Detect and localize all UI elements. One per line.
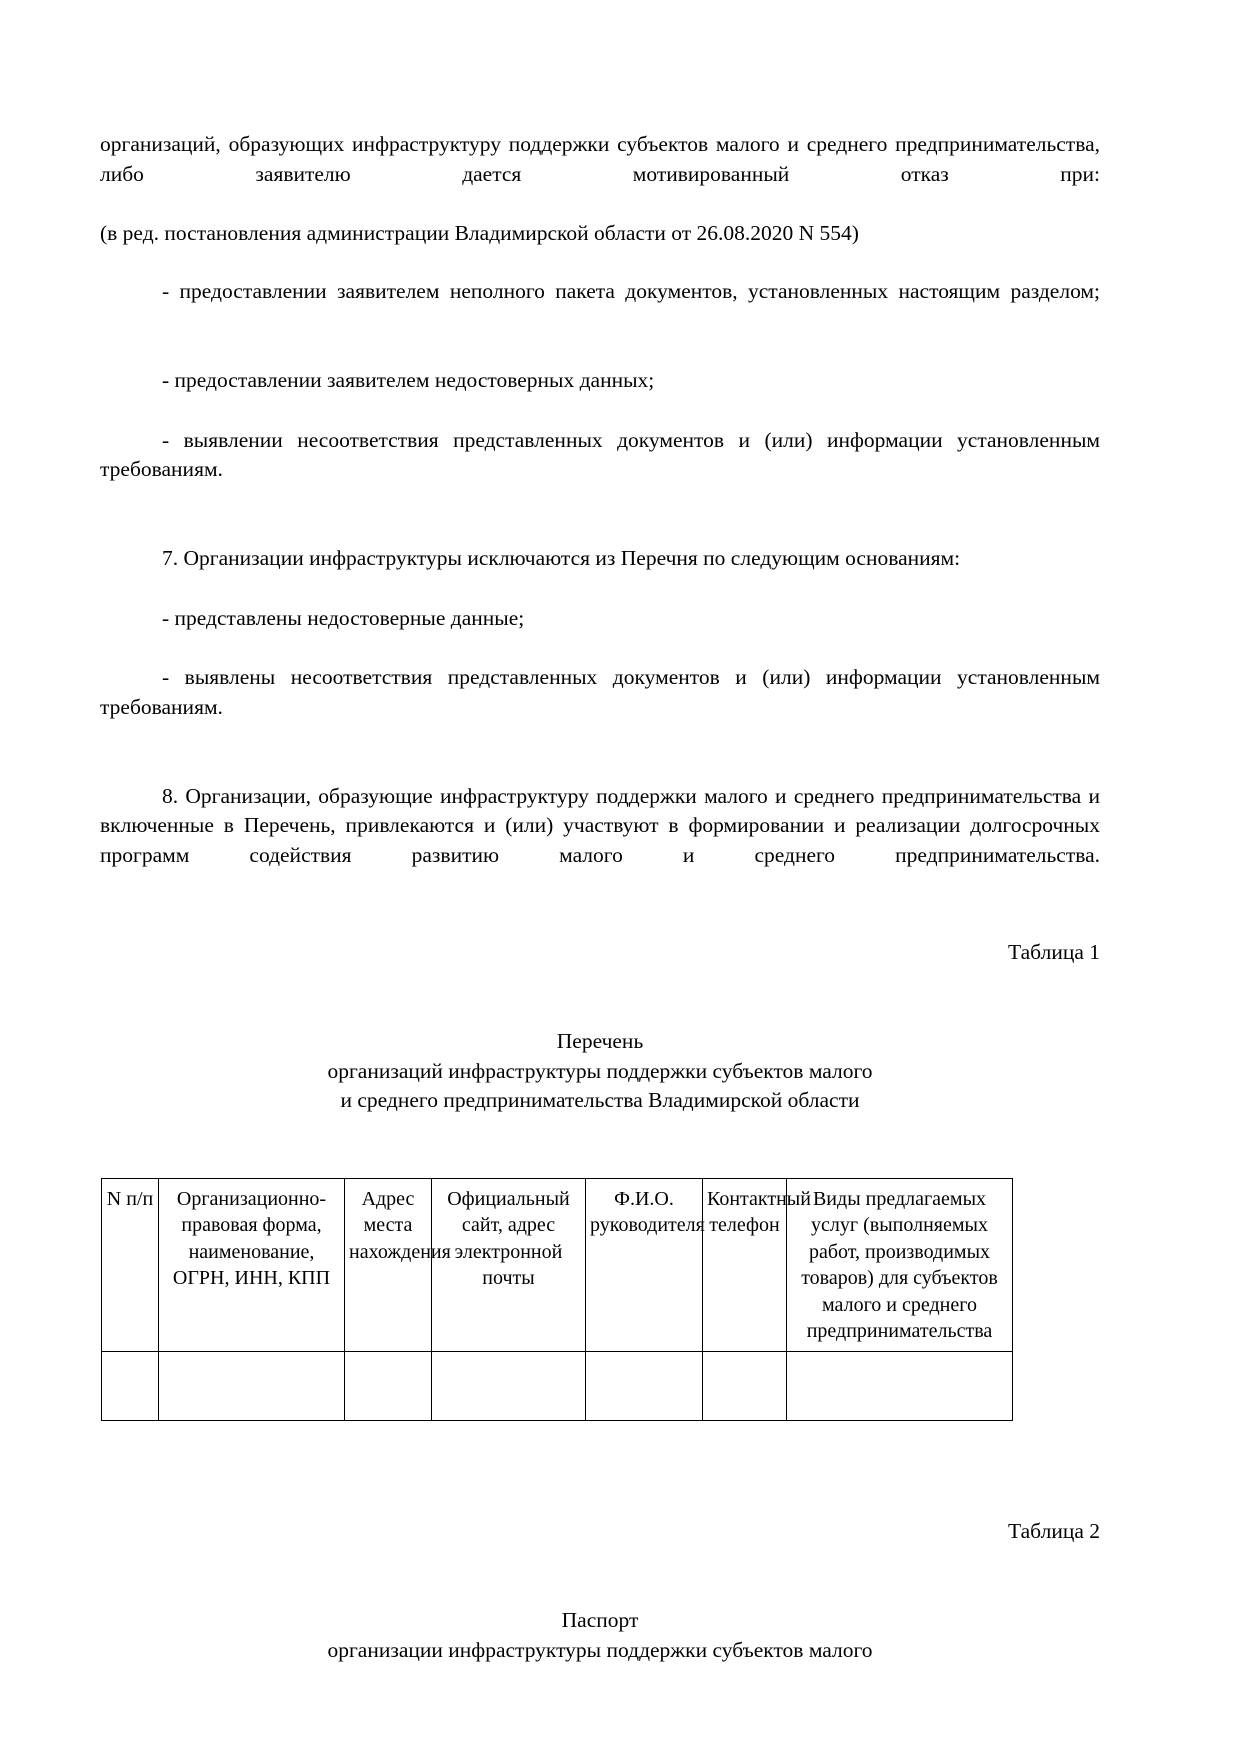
spacer — [100, 967, 1100, 1027]
spacer — [100, 1546, 1100, 1606]
spacer — [100, 396, 1100, 426]
spacer — [100, 248, 1100, 277]
table-cell-phone — [703, 1351, 787, 1420]
table-2-title-line-2: организации инфраструктуры поддержки субъектов малого — [327, 1637, 873, 1662]
spacer — [100, 1421, 1100, 1517]
table-1-title-line-2: организаций инфраструктуры поддержки субъектов малого — [327, 1058, 873, 1083]
paragraph-amendment-note: (в ред. постановления администрации Владимирской области от 26.08.2020 N 554) — [100, 220, 859, 245]
table-header-cell-number: N п/п — [102, 1178, 159, 1351]
spacer — [100, 752, 1100, 782]
table-cell-number — [102, 1351, 159, 1420]
document-content — [100, 130, 1100, 1665]
spacer — [100, 1116, 1100, 1178]
spacer — [100, 336, 1100, 366]
table-1-title-line-3: и среднего предпринимательства Владимирской области — [340, 1088, 860, 1112]
table-perechen — [101, 1178, 1013, 1421]
table-1-label: Таблица 1 — [1008, 939, 1100, 964]
table-header-cell-address: Адрес места нахождения — [345, 1178, 432, 1351]
spacer — [100, 574, 1100, 604]
paragraph-bullet-3: - выявлении несоответствия представленных документов и (или) информации установленным требованиям. — [100, 427, 1100, 481]
paragraph-item-7-bullet-1: - представлены недостоверные данные; — [162, 605, 525, 630]
table-cell-services — [787, 1351, 1013, 1420]
spacer — [100, 633, 1100, 663]
table-2-title-line-1: Паспорт — [561, 1608, 639, 1632]
paragraph-continuation: организаций, образующих инфраструктуру поддержки субъектов малого и среднего предпринимательства, либо заявителю дается мотивированный отказ при: — [100, 132, 1100, 186]
table-header-cell-services: Виды предлагаемых услуг (выполняемых работ, производимых товаров) для субъектов малого и среднего предпринимательства — [787, 1178, 1013, 1351]
spacer — [100, 514, 1100, 544]
table-header-cell-director-name: Ф.И.О. руководителя — [586, 1178, 703, 1351]
table-cell-director-name — [586, 1351, 703, 1420]
table-cell-address — [345, 1351, 432, 1420]
table-cell-website-email — [432, 1351, 586, 1420]
table-row — [102, 1351, 1013, 1420]
spacer — [100, 900, 1100, 938]
table-header-cell-legal-form: Организационно-правовая форма, наименование, ОГРН, ИНН, КПП — [159, 1178, 345, 1351]
table-cell-legal-form — [159, 1351, 345, 1420]
table-header-cell-website-email: Официальный сайт, адрес электронной почты — [432, 1178, 586, 1351]
paragraph-bullet-2: - предоставлении заявителем недостоверных данных; — [162, 368, 655, 392]
table-1-title-line-1: Перечень — [556, 1029, 644, 1053]
paragraph-bullet-1: - предоставлении заявителем неполного пакета документов, установленных настоящим разделом; — [162, 279, 1100, 303]
paragraph-item-8: 8. Организации, образующие инфраструктуру поддержки малого и среднего предпринимательства и включенные в Перечень, привлекаются и (или) участвуют в формировании и реализации долгосрочных программ содействия развитию малого и среднего предпринимательства. — [100, 783, 1100, 867]
table-header-cell-phone: Контактный телефон — [703, 1178, 787, 1351]
table-2-label: Таблица 2 — [1008, 1518, 1100, 1543]
paragraph-item-7-bullet-2: - выявлены несоответствия представленных документов и (или) информации установленным требованиям. — [100, 665, 1100, 719]
paragraph-item-7: 7. Организации инфраструктуры исключаются из Перечня по следующим основаниям: — [162, 546, 961, 570]
table-header-row — [102, 1178, 1013, 1351]
